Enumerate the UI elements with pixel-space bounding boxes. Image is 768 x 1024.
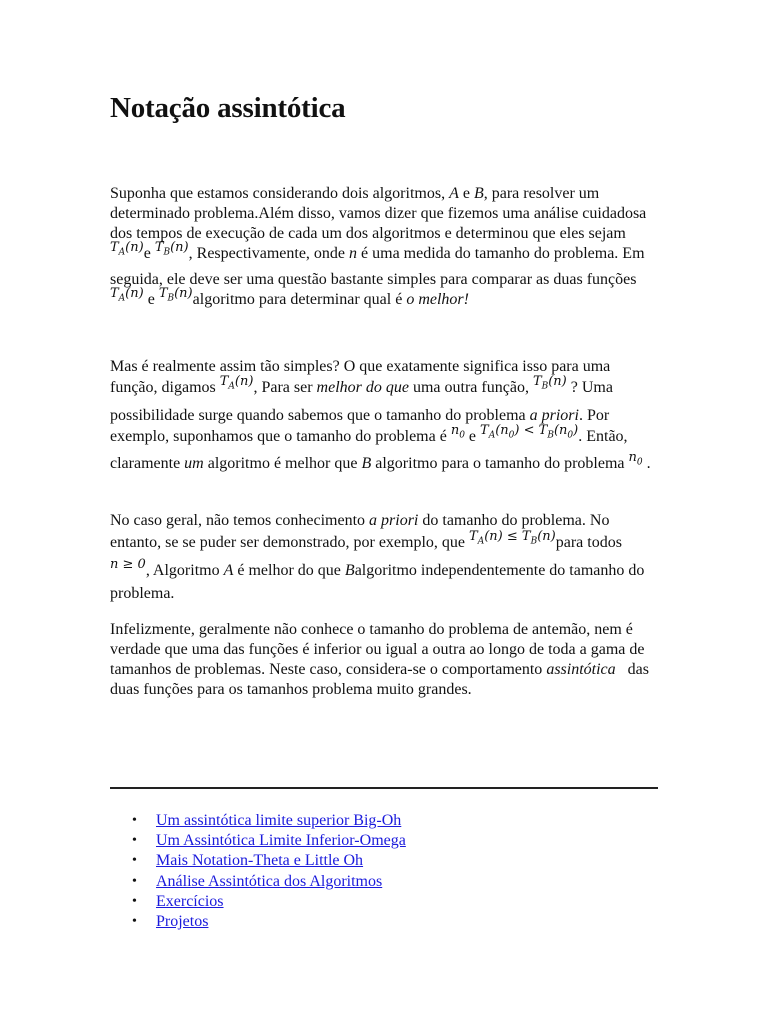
math-inequality-strict: TA(n0) < TB(n0) xyxy=(480,422,579,441)
text: Mas é realmente assim tão simples? O que exatamente significa isso para uma função, digamos xyxy=(110,358,611,396)
text: um xyxy=(184,455,204,473)
text: é uma medida do tamanho do problema. Em seguida, ele deve ser uma questão bastante simples para comparar as duas funções xyxy=(110,245,645,288)
text: a priori xyxy=(369,512,419,529)
paragraph-3 xyxy=(110,510,658,605)
paragraph-1 xyxy=(110,184,658,315)
text: A xyxy=(223,561,234,579)
horizontal-divider xyxy=(110,787,658,789)
link-theta-little-oh[interactable]: Mais Notation-Theta e Little Oh xyxy=(156,852,364,870)
math-n-ge-0: n ≥ 0 xyxy=(110,556,146,572)
list-item xyxy=(110,831,406,851)
text: das duas funções para os tamanhos problema muito grandes. xyxy=(110,661,653,698)
text: algoritmo é melhor que xyxy=(203,455,362,473)
text: Infelizmente, geralmente não conhece o tamanho do problema de antemão, nem é verdade que uma das funções é inferior ou igual a outra ao longo de toda a gama de tamanhos de problemas. Neste caso, considera-se o comportamento xyxy=(110,621,645,678)
math-TA-n: TA(n) xyxy=(110,240,144,258)
text: uma outra função, xyxy=(408,379,533,396)
math-TA-n: TA(n) xyxy=(219,374,254,392)
math-TB-n: TB(n) xyxy=(158,285,193,304)
text: A xyxy=(449,185,459,202)
text: . Então, claramente xyxy=(110,427,628,473)
text: B xyxy=(473,185,484,202)
math-TA-n: TA(n) xyxy=(110,285,144,304)
list-item xyxy=(110,872,406,892)
text: e xyxy=(143,290,159,308)
link-big-oh[interactable]: Um assintótica limite superior Big-Oh xyxy=(156,812,402,829)
text: é melhor do que xyxy=(233,561,345,579)
text: a priori xyxy=(529,406,579,424)
text: n xyxy=(349,245,358,262)
text: Suponha que estamos considerando dois algoritmos, xyxy=(110,185,450,202)
list-item xyxy=(110,912,406,932)
related-links-list xyxy=(110,811,406,932)
link-asymptotic-analysis[interactable]: Análise Assintótica dos Algoritmos xyxy=(156,872,383,890)
text: ? Uma possibilidade surge quando sabemos que o tamanho do problema xyxy=(110,379,613,424)
math-n0: n0 xyxy=(450,422,465,441)
link-exercises[interactable]: Exercícios xyxy=(156,892,224,910)
text: , Algoritmo xyxy=(145,561,224,579)
text: . Por exemplo, suponhamos que o tamanho do problema é xyxy=(110,406,610,445)
math-inequality: TA(n) ≤ TB(n) xyxy=(469,529,556,547)
list-item xyxy=(110,811,406,831)
text: do tamanho do problema. No entanto, se se puder ser demonstrado, por exemplo, que xyxy=(110,512,610,551)
text: algoritmo independentemente do tamanho do problema. xyxy=(110,561,645,602)
paragraph-4 xyxy=(110,620,658,700)
text: e xyxy=(143,245,151,262)
list-item xyxy=(110,851,406,871)
text: para todos xyxy=(555,534,622,551)
math-n0: n0 xyxy=(628,450,643,468)
math-TB-n: TB(n) xyxy=(154,240,189,258)
text: melhor do que xyxy=(316,379,409,396)
text: No caso geral, não temos conhecimento xyxy=(110,512,370,529)
text: B xyxy=(344,561,355,579)
text: o melhor! xyxy=(406,290,469,308)
list-item xyxy=(110,892,406,912)
text: B xyxy=(361,455,372,473)
text: e xyxy=(464,427,481,445)
text: , Respectivamente, onde xyxy=(188,245,350,262)
text: , para resolver um determinado problema.Além disso, vamos dizer que fizemos uma análise cuidadosa dos tempos de execução de cada um dos algoritmos e determinou que eles sejam xyxy=(110,185,647,242)
text: algoritmo para o tamanho do problema xyxy=(371,455,629,473)
text: assintótica xyxy=(546,661,616,678)
text: . xyxy=(642,455,651,473)
link-projects[interactable]: Projetos xyxy=(156,913,209,931)
text: algoritmo para determinar qual é xyxy=(192,290,407,308)
math-TB-n: TB(n) xyxy=(532,374,567,392)
page-title: Notação assintótica xyxy=(110,92,346,124)
paragraph-2 xyxy=(110,356,658,481)
link-omega[interactable]: Um Assintótica Limite Inferior-Omega xyxy=(156,832,406,850)
text: e xyxy=(458,185,474,202)
text: , Para ser xyxy=(253,379,317,396)
